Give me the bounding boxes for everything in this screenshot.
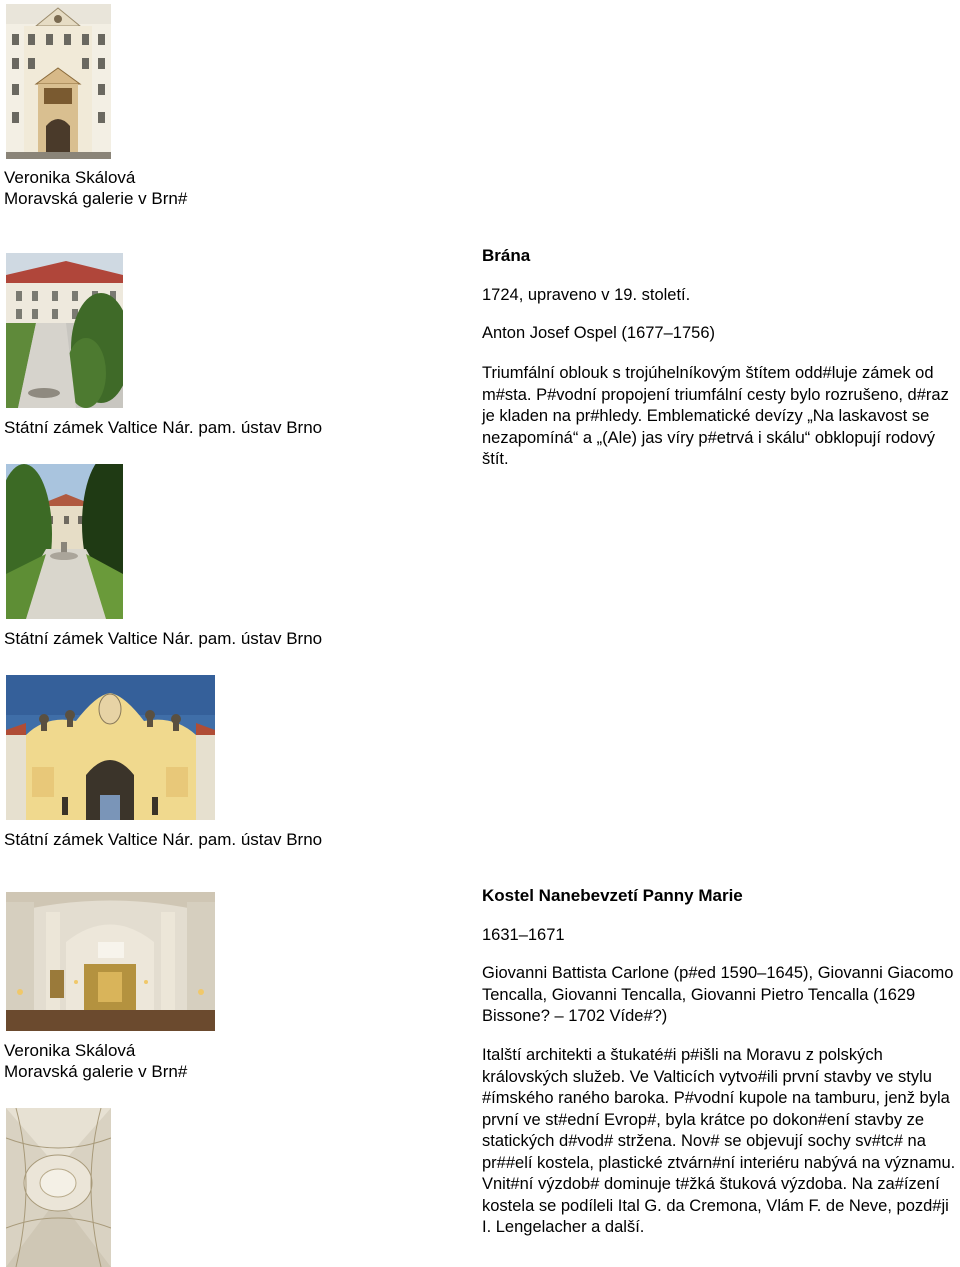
entry-architect: Anton Josef Ospel (1677–1756) [482,324,715,342]
photo-credit [4,1040,187,1082]
photo-castle-courtyard [6,253,123,408]
entry-title: Kostel Nanebevzetí Panny Marie [482,886,743,905]
photo-castle-facade [6,4,111,159]
entry-description: Italští architekti a štukaté#i p#išli na Moravu z polských královských služeb. Ve Valticích vytvo#ili první stavby ve stylu #ímského raného baroka. P#vodní kupole na tamburu, jenž byla první ve st#ední Evrop#, byla krátce po dokon#ení stavby ze statických d#vod# stržena. Nov# se objevují sochy sv#tc# na pr##elí kostela, plastické ztvárn#ní interiéru nabývá na významu. Vnit#ní výzdob# dominuje t#žká štuková výzdoba. Na za#ízení kostela se podíleli Ital G. da Cremona, Vlám F. de Neve, pozd#ji I. Lengelacher a další. [482,1046,956,1236]
entry-date: 1631–1671 [482,926,565,944]
photo-church-ceiling [6,1108,111,1267]
photo-credit [4,167,187,209]
photo-church-interior [6,892,215,1031]
photo-credit [4,417,322,438]
entry-title: Brána [482,246,531,265]
credit-institution: Státní zámek Valtice Nár. pam. ústav Brno [4,418,323,437]
photo-gate [6,675,215,820]
credit-author: Veronika Skálová [4,168,136,187]
entry-architect: Giovanni Battista Carlone (p#ed 1590–1645), Giovanni Giacomo Tencalla, Giovanni Tencalla, Giovanni Pietro Tencalla (1629 Bissone? – 1702 Víde#?) [482,964,954,1025]
photo-castle-garden [6,464,123,619]
credit-institution: Moravská galerie v Brn# [4,1062,188,1081]
credit-author: Veronika Skálová [4,1041,136,1060]
credit-institution: Moravská galerie v Brn# [4,189,188,208]
credit-institution: Státní zámek Valtice Nár. pam. ústav Brno [4,830,323,849]
photo-credit [4,628,322,649]
credit-institution: Státní zámek Valtice Nár. pam. ústav Brno [4,629,323,648]
entry-date: 1724, upraveno v 19. století. [482,286,691,304]
entry-description: Triumfální oblouk s trojúhelníkovým štítem odd#luje zámek od m#sta. P#vodní propojení triumfální cesty bylo rozrušeno, d#raz je kladen na pr#hledy. Emblematické devízy „Na laskavost se nezapomíná“ a „(Ale) jas víry p#etrvá i skálu“ obklopují rodový štít. [482,364,949,468]
photo-credit [4,829,322,850]
